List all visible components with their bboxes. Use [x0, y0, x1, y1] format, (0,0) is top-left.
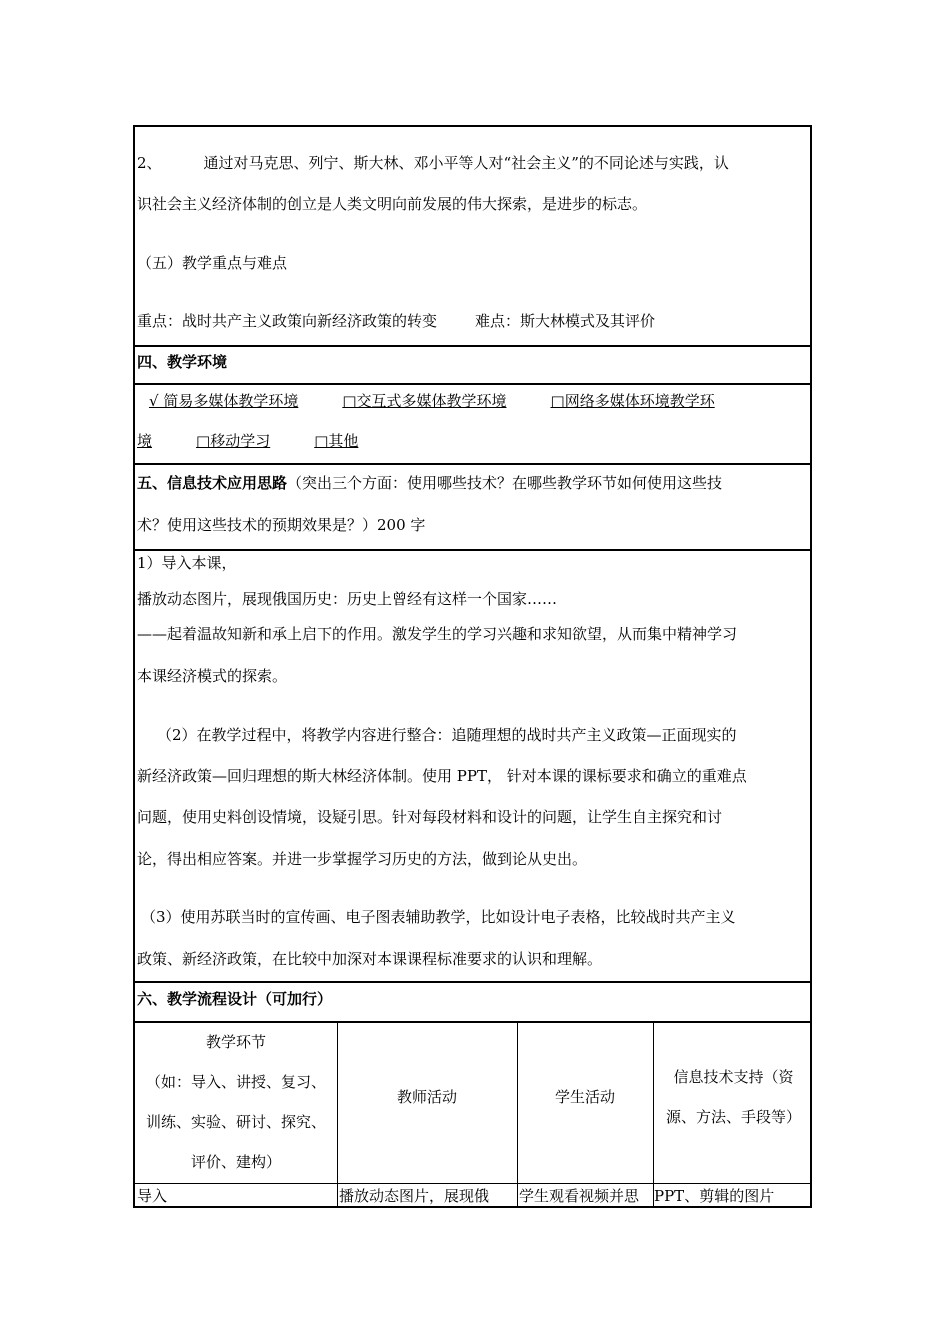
tech-p2-line4: 论，得出相应答案。并进一步掌握学习历史的方法，做到论从史出。: [137, 850, 588, 868]
option-interactive-multimedia[interactable]: □交互式多媒体教学环境: [342, 392, 507, 410]
divider: [135, 463, 810, 465]
header-stage-l4: 评价、建构）: [190, 1153, 281, 1171]
divider: [135, 981, 810, 983]
tech-note-2: 术？使用这些技术的预期效果是？）200 字: [137, 516, 426, 534]
option-network-multimedia[interactable]: □网络多媒体环境教学环: [550, 392, 715, 410]
lesson-plan-frame: [133, 125, 812, 1208]
row1-teacher: 播放动态图片，展现俄: [339, 1187, 490, 1205]
divider: [135, 383, 810, 385]
header-tech: [653, 1057, 814, 1137]
option-network-multimedia-cont: 境: [137, 432, 153, 450]
tech-heading: 五、信息技术应用思路: [137, 474, 288, 492]
header-stage-l3: 训练、实验、研讨、探究、: [145, 1113, 326, 1131]
option-other[interactable]: □其他: [314, 432, 359, 450]
row1-student: 学生观看视频并思: [519, 1187, 640, 1205]
tech-p2-line1: （2）在教学过程中，将教学内容进行整合：追随理想的战时共产主义政策—正面现实的: [157, 726, 737, 744]
header-student: 学生活动: [554, 1088, 615, 1106]
option-mobile-learning[interactable]: □移动学习: [196, 432, 271, 450]
keypoints-heading: （五）教学重点与难点: [137, 254, 288, 272]
keypoints-line: [137, 311, 655, 331]
header-stage-l2: （如：导入、讲授、复习、: [145, 1073, 326, 1091]
tech-p1-line4: 本课经济模式的探索。: [137, 667, 288, 685]
tech-heading-line1: [137, 473, 722, 493]
divider: [135, 549, 810, 551]
row-divider: [135, 1183, 810, 1184]
row1-tech: PPT、剪辑的图片: [654, 1187, 775, 1205]
row1-stage: 导入: [137, 1187, 168, 1205]
option-simple-multimedia[interactable]: √ 简易多媒体教学环境: [149, 392, 299, 410]
header-teacher: 教师活动: [396, 1088, 457, 1106]
goal-item-2-line1: [137, 153, 729, 173]
environment-options-line1: [137, 391, 715, 411]
tech-p1-line3: ——起着温故知新和承上启下的作用。激发学生的学习兴趣和求知欲望，从而集中精神学习: [137, 625, 738, 643]
header-tech-l1: 信息技术支持（资: [673, 1068, 794, 1086]
divider: [135, 345, 810, 347]
goal-item-2-text1: 通过对马克思、列宁、斯大林、邓小平等人对“社会主义”的不同论述与实践，认: [203, 154, 729, 172]
difficulty-text: 难点：斯大林模式及其评价: [475, 312, 656, 330]
header-stage-l1: 教学环节: [205, 1033, 266, 1051]
environment-heading: 四、教学环境: [137, 353, 228, 371]
goal-item-2-number: 2、: [137, 154, 162, 172]
tech-p3-line2: 政策、新经济政策，在比较中加深对本课课程标准要求的认识和理解。: [137, 950, 603, 968]
focus-text: 重点：战时共产主义政策向新经济政策的转变: [137, 312, 438, 330]
tech-p2-line2: 新经济政策—回归理想的斯大林经济体制。使用 PPT， 针对本课的课标要求和确立的重难点: [137, 767, 747, 785]
tech-note-1: （突出三个方面：使用哪些技术？在哪些教学环节如何使用这些技: [287, 474, 723, 492]
tech-p3-line1: （3）使用苏联当时的宣传画、电子图表辅助教学，比如设计电子表格，比较战时共产主义: [141, 908, 736, 926]
tech-p2-line3: 问题，使用史料创设情境，设疑引思。针对每段材料和设计的问题，让学生自主探究和讨: [137, 808, 723, 826]
tech-p1-line2: 播放动态图片，展现俄国历史：历史上曾经有这样一个国家……: [137, 590, 558, 608]
goal-item-2-line2: 识社会主义经济体制的创立是人类文明向前发展的伟大探索，是进步的标志。: [137, 195, 648, 213]
header-stage: [135, 1022, 337, 1182]
flow-heading: 六、教学流程设计（可加行）: [137, 990, 333, 1008]
environment-options-line2: [137, 431, 358, 451]
header-tech-l2: 源、方法、手段等）: [665, 1108, 801, 1126]
tech-p1-line1: 1）导入本课，: [137, 554, 237, 572]
